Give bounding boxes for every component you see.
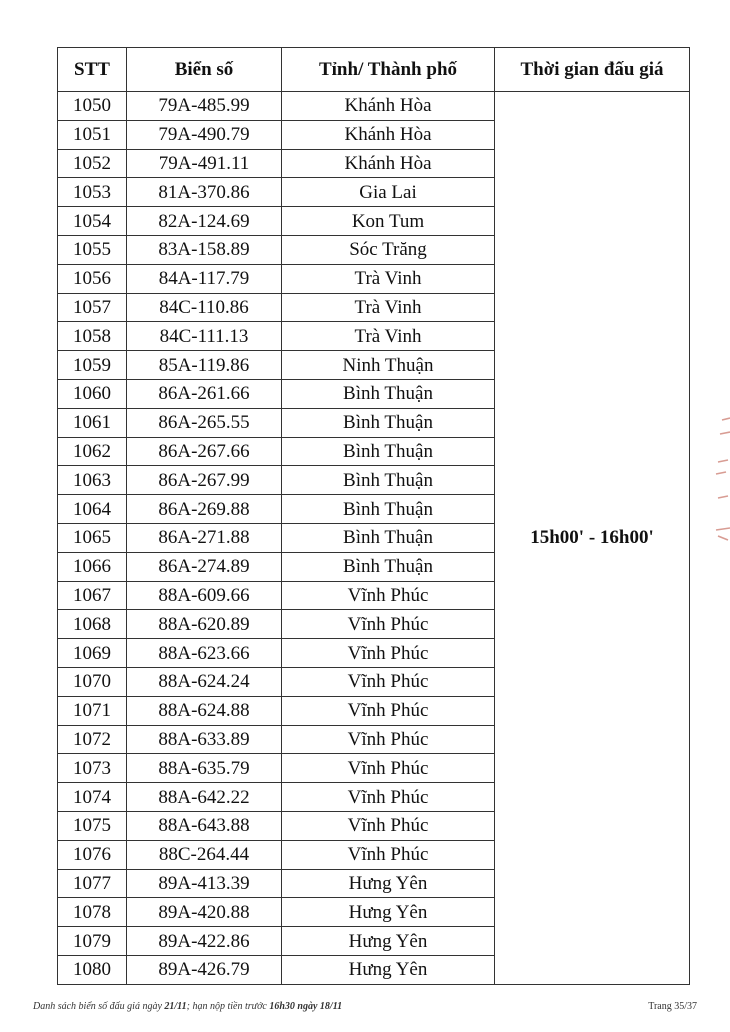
- plate-cell: 79A-490.79: [127, 120, 282, 149]
- province-cell: Gia Lai: [282, 178, 495, 207]
- province-cell: Bình Thuận: [282, 495, 495, 524]
- stt-cell: 1078: [58, 898, 127, 927]
- stt-cell: 1067: [58, 581, 127, 610]
- plate-cell: 86A-261.66: [127, 379, 282, 408]
- stt-cell: 1072: [58, 725, 127, 754]
- province-cell: Vĩnh Phúc: [282, 783, 495, 812]
- stt-cell: 1064: [58, 495, 127, 524]
- stt-cell: 1069: [58, 639, 127, 668]
- plate-cell: 88C-264.44: [127, 840, 282, 869]
- stt-cell: 1068: [58, 610, 127, 639]
- plate-cell: 88A-642.22: [127, 783, 282, 812]
- stt-cell: 1057: [58, 293, 127, 322]
- stt-cell: 1062: [58, 437, 127, 466]
- stt-cell: 1066: [58, 552, 127, 581]
- plate-cell: 86A-267.66: [127, 437, 282, 466]
- plate-cell: 86A-267.99: [127, 466, 282, 495]
- plate-cell: 86A-269.88: [127, 495, 282, 524]
- table-header-row: [58, 48, 690, 92]
- stt-cell: 1058: [58, 322, 127, 351]
- province-cell: Vĩnh Phúc: [282, 696, 495, 725]
- province-cell: Vĩnh Phúc: [282, 840, 495, 869]
- header-auction-time: Thời gian đấu giá: [495, 48, 690, 92]
- province-cell: Hưng Yên: [282, 927, 495, 956]
- page-number: Trang 35/37: [648, 1001, 697, 1012]
- province-cell: Hưng Yên: [282, 955, 495, 984]
- stt-cell: 1075: [58, 811, 127, 840]
- footer-deadline: 16h30 ngày 18/11: [269, 1001, 343, 1012]
- stt-cell: 1079: [58, 927, 127, 956]
- header-plate: Biển số: [127, 48, 282, 92]
- plate-cell: 88A-623.66: [127, 639, 282, 668]
- province-cell: Vĩnh Phúc: [282, 667, 495, 696]
- province-cell: Bình Thuận: [282, 379, 495, 408]
- province-cell: Trà Vinh: [282, 322, 495, 351]
- stt-cell: 1074: [58, 783, 127, 812]
- province-cell: Vĩnh Phúc: [282, 639, 495, 668]
- stt-cell: 1073: [58, 754, 127, 783]
- plate-cell: 85A-119.86: [127, 351, 282, 380]
- stamp-fragment: [712, 410, 730, 560]
- footer-text-prefix: Danh sách biển số đấu giá ngày: [33, 1001, 162, 1012]
- stt-cell: 1070: [58, 667, 127, 696]
- province-cell: Hưng Yên: [282, 898, 495, 927]
- plate-cell: 88A-624.88: [127, 696, 282, 725]
- plate-cell: 79A-485.99: [127, 92, 282, 121]
- province-cell: Vĩnh Phúc: [282, 581, 495, 610]
- province-cell: Trà Vinh: [282, 293, 495, 322]
- province-cell: Hưng Yên: [282, 869, 495, 898]
- stt-cell: 1060: [58, 379, 127, 408]
- province-cell: Sóc Trăng: [282, 235, 495, 264]
- stt-cell: 1061: [58, 408, 127, 437]
- auction-time-cell: 15h00' - 16h00': [495, 92, 690, 985]
- province-cell: Bình Thuận: [282, 552, 495, 581]
- plate-cell: 88A-624.24: [127, 667, 282, 696]
- stt-cell: 1050: [58, 92, 127, 121]
- plate-cell: 79A-491.11: [127, 149, 282, 178]
- province-cell: Bình Thuận: [282, 466, 495, 495]
- plate-cell: 89A-420.88: [127, 898, 282, 927]
- plate-cell: 84C-110.86: [127, 293, 282, 322]
- plate-cell: 82A-124.69: [127, 207, 282, 236]
- province-cell: Trà Vinh: [282, 264, 495, 293]
- plate-cell: 88A-643.88: [127, 811, 282, 840]
- table-body: [58, 92, 690, 985]
- province-cell: Vĩnh Phúc: [282, 754, 495, 783]
- header-province: Tỉnh/ Thành phố: [282, 48, 495, 92]
- footer-note: [33, 1001, 342, 1012]
- stt-cell: 1065: [58, 523, 127, 552]
- plate-cell: 88A-609.66: [127, 581, 282, 610]
- province-cell: Bình Thuận: [282, 437, 495, 466]
- stt-cell: 1059: [58, 351, 127, 380]
- stt-cell: 1055: [58, 235, 127, 264]
- stt-cell: 1063: [58, 466, 127, 495]
- plate-auction-table: [57, 47, 690, 985]
- province-cell: Vĩnh Phúc: [282, 811, 495, 840]
- province-cell: Vĩnh Phúc: [282, 610, 495, 639]
- plate-cell: 86A-265.55: [127, 408, 282, 437]
- province-cell: Bình Thuận: [282, 523, 495, 552]
- stt-cell: 1076: [58, 840, 127, 869]
- footer-auction-date: 21/11: [164, 1001, 187, 1012]
- stt-cell: 1053: [58, 178, 127, 207]
- plate-cell: 86A-274.89: [127, 552, 282, 581]
- plate-cell: 88A-635.79: [127, 754, 282, 783]
- plate-cell: 83A-158.89: [127, 235, 282, 264]
- province-cell: Khánh Hòa: [282, 149, 495, 178]
- province-cell: Khánh Hòa: [282, 120, 495, 149]
- plate-cell: 84C-111.13: [127, 322, 282, 351]
- province-cell: Kon Tum: [282, 207, 495, 236]
- table-row: [58, 92, 690, 121]
- header-stt: STT: [58, 48, 127, 92]
- plate-cell: 81A-370.86: [127, 178, 282, 207]
- plate-cell: 89A-422.86: [127, 927, 282, 956]
- stt-cell: 1056: [58, 264, 127, 293]
- plate-cell: 88A-620.89: [127, 610, 282, 639]
- plate-cell: 88A-633.89: [127, 725, 282, 754]
- stt-cell: 1080: [58, 955, 127, 984]
- province-cell: Ninh Thuận: [282, 351, 495, 380]
- province-cell: Vĩnh Phúc: [282, 725, 495, 754]
- province-cell: Khánh Hòa: [282, 92, 495, 121]
- plate-cell: 84A-117.79: [127, 264, 282, 293]
- footer-text-middle: ; hạn nộp tiền trước: [186, 1001, 267, 1012]
- stt-cell: 1052: [58, 149, 127, 178]
- stt-cell: 1054: [58, 207, 127, 236]
- province-cell: Bình Thuận: [282, 408, 495, 437]
- plate-cell: 89A-426.79: [127, 955, 282, 984]
- plate-cell: 86A-271.88: [127, 523, 282, 552]
- plate-cell: 89A-413.39: [127, 869, 282, 898]
- stt-cell: 1071: [58, 696, 127, 725]
- stt-cell: 1077: [58, 869, 127, 898]
- stt-cell: 1051: [58, 120, 127, 149]
